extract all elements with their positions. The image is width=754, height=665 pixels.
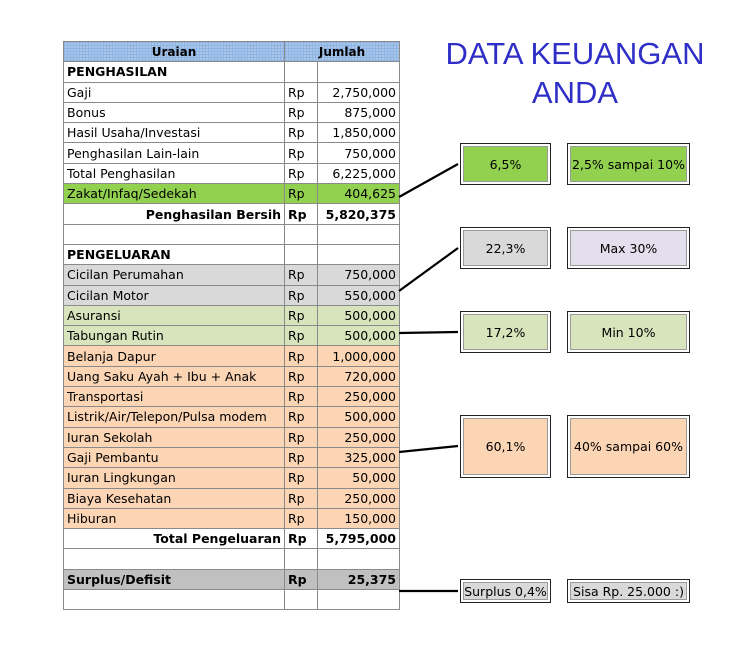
row-label: Cicilan Perumahan <box>64 265 285 285</box>
row-label: Hiburan <box>64 508 285 528</box>
page-title: DATA KEUANGAN ANDA <box>445 36 705 110</box>
row-label: Asuransi <box>64 305 285 325</box>
amount-cell: 404,625 <box>318 184 400 204</box>
amount-cell: 250,000 <box>318 488 400 508</box>
row-label: Iuran Sekolah <box>64 427 285 447</box>
ratio-actual-box: 17,2% <box>460 311 551 353</box>
currency-cell: Rp <box>285 447 318 467</box>
row-label: Penghasilan Lain-lain <box>64 143 285 163</box>
ratio-target-box: Sisa Rp. 25.000 :) <box>567 579 690 603</box>
currency-cell: Rp <box>285 204 318 224</box>
header-uraian: Uraian <box>64 42 285 62</box>
amount-cell: 250,000 <box>318 387 400 407</box>
row-label: Surplus/Defisit <box>64 569 285 589</box>
amount-cell: 1,850,000 <box>318 123 400 143</box>
amount-cell: 550,000 <box>318 285 400 305</box>
connector-line-zakat <box>399 164 458 197</box>
row-label: Listrik/Air/Telepon/Pulsa modem <box>64 407 285 427</box>
amount-cell: 5,820,375 <box>318 204 400 224</box>
amount-cell: 325,000 <box>318 447 400 467</box>
row-label: Belanja Dapur <box>64 346 285 366</box>
currency-cell: Rp <box>285 123 318 143</box>
currency-cell: Rp <box>285 508 318 528</box>
ratio-target-box: 2,5% sampai 10% <box>567 143 690 185</box>
row-label: Zakat/Infaq/Sedekah <box>64 184 285 204</box>
amount-cell: 875,000 <box>318 102 400 122</box>
ratio-actual-box: Surplus 0,4% <box>460 579 551 603</box>
ratio-target-box: Max 30% <box>567 227 690 269</box>
currency-cell: Rp <box>285 569 318 589</box>
ratio-actual-box: 6,5% <box>460 143 551 185</box>
amount-cell: 2,750,000 <box>318 82 400 102</box>
currency-cell: Rp <box>285 488 318 508</box>
connector-line-pengeluaran <box>399 446 458 452</box>
currency-cell: Rp <box>285 387 318 407</box>
row-label: Tabungan Rutin <box>64 326 285 346</box>
amount-cell: 50,000 <box>318 468 400 488</box>
amount-cell: 25,375 <box>318 569 400 589</box>
currency-cell: Rp <box>285 285 318 305</box>
amount-cell: 500,000 <box>318 305 400 325</box>
currency-cell: Rp <box>285 265 318 285</box>
amount-cell: 500,000 <box>318 407 400 427</box>
currency-cell: Rp <box>285 346 318 366</box>
row-label: Penghasilan Bersih <box>64 204 285 224</box>
currency-cell: Rp <box>285 427 318 447</box>
ratio-target-box: 40% sampai 60% <box>567 415 690 478</box>
ratio-target-box: Min 10% <box>567 311 690 353</box>
ratio-actual-box: 22,3% <box>460 227 551 269</box>
connector-line-cicilan <box>399 248 458 291</box>
row-label: Cicilan Motor <box>64 285 285 305</box>
currency-cell: Rp <box>285 143 318 163</box>
amount-cell: 150,000 <box>318 508 400 528</box>
header-jumlah: Jumlah <box>285 42 400 62</box>
amount-cell: 720,000 <box>318 366 400 386</box>
currency-cell: Rp <box>285 163 318 183</box>
row-label: Total Pengeluaran <box>64 529 285 549</box>
amount-cell: 5,795,000 <box>318 529 400 549</box>
amount-cell: 750,000 <box>318 143 400 163</box>
currency-cell: Rp <box>285 305 318 325</box>
currency-cell: Rp <box>285 82 318 102</box>
row-label: Transportasi <box>64 387 285 407</box>
amount-cell: 500,000 <box>318 326 400 346</box>
row-label: Bonus <box>64 102 285 122</box>
row-label: Biaya Kesehatan <box>64 488 285 508</box>
currency-cell: Rp <box>285 102 318 122</box>
currency-cell: Rp <box>285 184 318 204</box>
amount-cell: 6,225,000 <box>318 163 400 183</box>
row-label: Total Penghasilan <box>64 163 285 183</box>
currency-cell: Rp <box>285 529 318 549</box>
row-label: PENGELUARAN <box>64 244 285 264</box>
currency-cell: Rp <box>285 366 318 386</box>
row-label: Uang Saku Ayah + Ibu + Anak <box>64 366 285 386</box>
row-label: Iuran Lingkungan <box>64 468 285 488</box>
amount-cell: 750,000 <box>318 265 400 285</box>
ratio-actual-box: 60,1% <box>460 415 551 478</box>
amount-cell: 250,000 <box>318 427 400 447</box>
row-label: Hasil Usaha/Investasi <box>64 123 285 143</box>
row-label: Gaji <box>64 82 285 102</box>
currency-cell: Rp <box>285 407 318 427</box>
row-label: PENGHASILAN <box>64 62 285 82</box>
connector-line-tabungan <box>399 332 458 333</box>
currency-cell: Rp <box>285 468 318 488</box>
amount-cell: 1,000,000 <box>318 346 400 366</box>
currency-cell: Rp <box>285 326 318 346</box>
row-label: Gaji Pembantu <box>64 447 285 467</box>
